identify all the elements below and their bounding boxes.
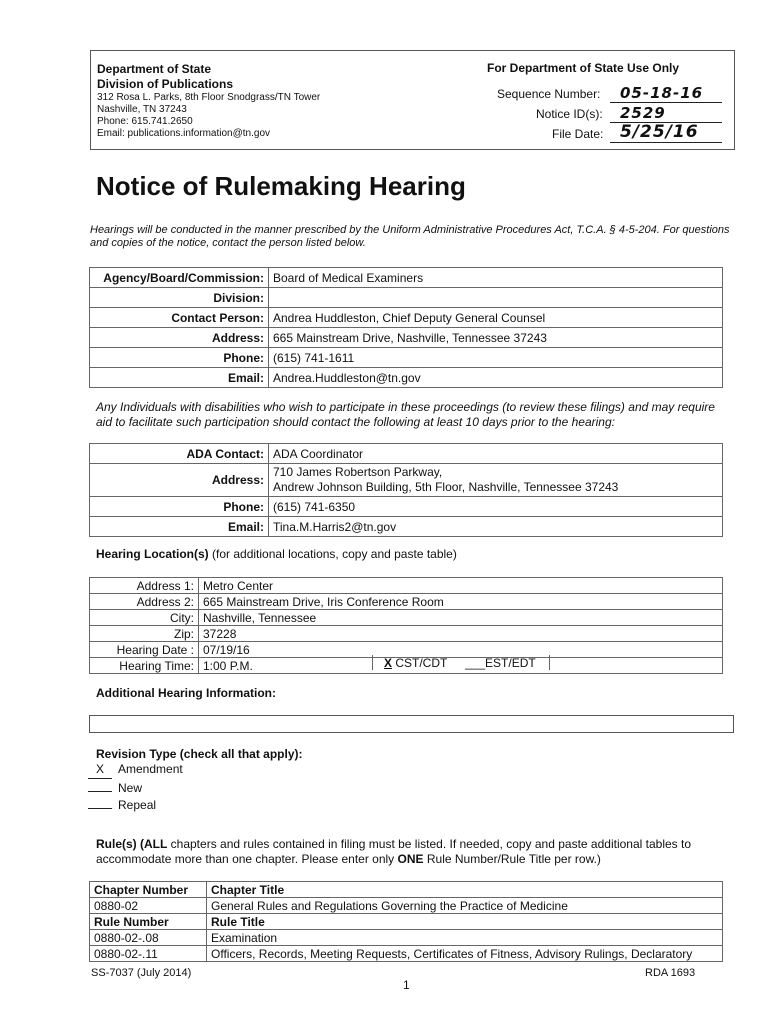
file-date-value: 5/25/16 — [620, 122, 699, 142]
dept-phone: Phone: 615.741.2650 — [97, 116, 193, 127]
address-value: 665 Mainstream Drive, Nashville, Tennessee 37243 — [269, 328, 723, 348]
ada-email-label: Email: — [90, 517, 269, 537]
additional-heading: Additional Hearing Information: — [96, 686, 276, 700]
address1-label: Address 1: — [90, 578, 199, 594]
rda-number: RDA 1693 — [645, 967, 696, 979]
chapter-title-header: Chapter Title — [207, 882, 723, 898]
ada-table — [89, 443, 723, 537]
dept-address: 312 Rosa L. Parks, 8th Floor Snodgrass/TN Tower — [97, 92, 321, 103]
dept-name: Department of State — [97, 62, 212, 76]
revision-item-repeal[interactable]: Repeal — [88, 796, 183, 814]
notice-value: 2529 — [620, 104, 666, 122]
phone-value: (615) 741-1611 — [269, 348, 723, 368]
chapter-number-header: Chapter Number — [90, 882, 207, 898]
hearing-date-label: Hearing Date : — [90, 642, 199, 658]
ada-address-label: Address: — [90, 464, 269, 497]
zip-value: 37228 — [199, 626, 723, 642]
hearing-time-value: 1:00 P.M. — [199, 658, 723, 674]
use-only-heading: For Department of State Use Only — [487, 61, 680, 75]
sequence-line — [610, 102, 722, 103]
file-date-label: File Date: — [552, 127, 604, 141]
division-name: Division of Publications — [97, 77, 234, 91]
rule-number-header: Rule Number — [90, 914, 207, 930]
ada-phone-label: Phone: — [90, 497, 269, 517]
contact-label: Contact Person: — [90, 308, 269, 328]
ada-email-value: Tina.M.Harris2@tn.gov — [269, 517, 723, 537]
ada-address-line1: 710 James Robertson Parkway, — [273, 465, 443, 479]
chapter-title: General Rules and Regulations Governing the Practice of Medicine — [207, 898, 723, 914]
rule-title: Officers, Records, Meeting Requests, Certificates of Fitness, Advisory Rulings, Declaratory — [207, 946, 723, 962]
contact-value: Andrea Huddleston, Chief Deputy General Counsel — [269, 308, 723, 328]
agency-label: Agency/Board/Commission: — [90, 268, 269, 288]
revision-heading: Revision Type (check all that apply): — [96, 747, 303, 761]
intro-text: Hearings will be conducted in the manner prescribed by the Uniform Administrative Procedures Act, T.C.A. § 4-5-204. For questions and copies of the notice, contact the person listed below. — [90, 224, 730, 249]
sequence-label: Sequence Number: — [497, 87, 601, 101]
hearing-date-value: 07/19/16 — [199, 642, 723, 658]
rule-number: 0880-02-.08 — [90, 930, 207, 946]
phone-label: Phone: — [90, 348, 269, 368]
revision-item-amendment[interactable]: X Amendment — [88, 762, 183, 779]
notice-label: Notice ID(s): — [536, 107, 603, 121]
additional-info-box[interactable] — [89, 715, 734, 733]
file-date-line — [610, 142, 722, 143]
revision-list — [88, 762, 183, 814]
page-title: Notice of Rulemaking Hearing — [96, 171, 466, 201]
rule-number: 0880-02-.11 — [90, 946, 207, 962]
address2-value: 665 Mainstream Drive, Iris Conference Room — [199, 594, 723, 610]
address-label: Address: — [90, 328, 269, 348]
agency-value: Board of Medical Examiners — [269, 268, 723, 288]
dept-city: Nashville, TN 37243 — [97, 104, 187, 115]
page-number: 1 — [403, 978, 410, 992]
zip-label: Zip: — [90, 626, 199, 642]
ada-phone-value: (615) 741-6350 — [269, 497, 723, 517]
sequence-value: 05-18-16 — [620, 84, 704, 102]
email-value: Andrea.Huddleston@tn.gov — [269, 368, 723, 388]
chapter-number: 0880-02 — [90, 898, 207, 914]
address2-label: Address 2: — [90, 594, 199, 610]
timezone-cst: X CST/CDT — [384, 656, 448, 670]
timezone-est: ___EST/EDT — [465, 656, 536, 670]
ada-contact-value: ADA Coordinator — [269, 444, 723, 464]
rules-note: Rule(s) (ALL chapters and rules contained in filing must be listed. If needed, copy and paste additional tables to accommodate more than one chapter. Please enter only ONE Rule Number/Rule Title per row.) — [96, 837, 691, 866]
email-label: Email: — [90, 368, 269, 388]
agency-table — [89, 267, 723, 388]
address1-value: Metro Center — [199, 578, 723, 594]
revision-item-new[interactable]: New — [88, 779, 183, 797]
division-label: Division: — [90, 288, 269, 308]
form-number: SS-7037 (July 2014) — [91, 967, 192, 979]
rule-title: Examination — [207, 930, 723, 946]
hearing-time-label: Hearing Time: — [90, 658, 199, 674]
hearing-heading: Hearing Location(s) (for additional locations, copy and paste table) — [96, 547, 457, 561]
city-label: City: — [90, 610, 199, 626]
ada-contact-label: ADA Contact: — [90, 444, 269, 464]
city-value: Nashville, Tennessee — [199, 610, 723, 626]
ada-note: Any Individuals with disabilities who wish to participate in these proceedings (to review these filings) and may require aid to facilitate such participation should contact the following at least 10 days prior to the hearing: — [96, 400, 715, 429]
rule-title-header: Rule Title — [207, 914, 723, 930]
rules-table — [89, 881, 723, 962]
dept-email: Email: publications.information@tn.gov — [97, 128, 271, 139]
ada-address-line2: Andrew Johnson Building, 5th Floor, Nashville, Tennessee 37243 — [273, 480, 619, 494]
division-value — [269, 288, 723, 308]
